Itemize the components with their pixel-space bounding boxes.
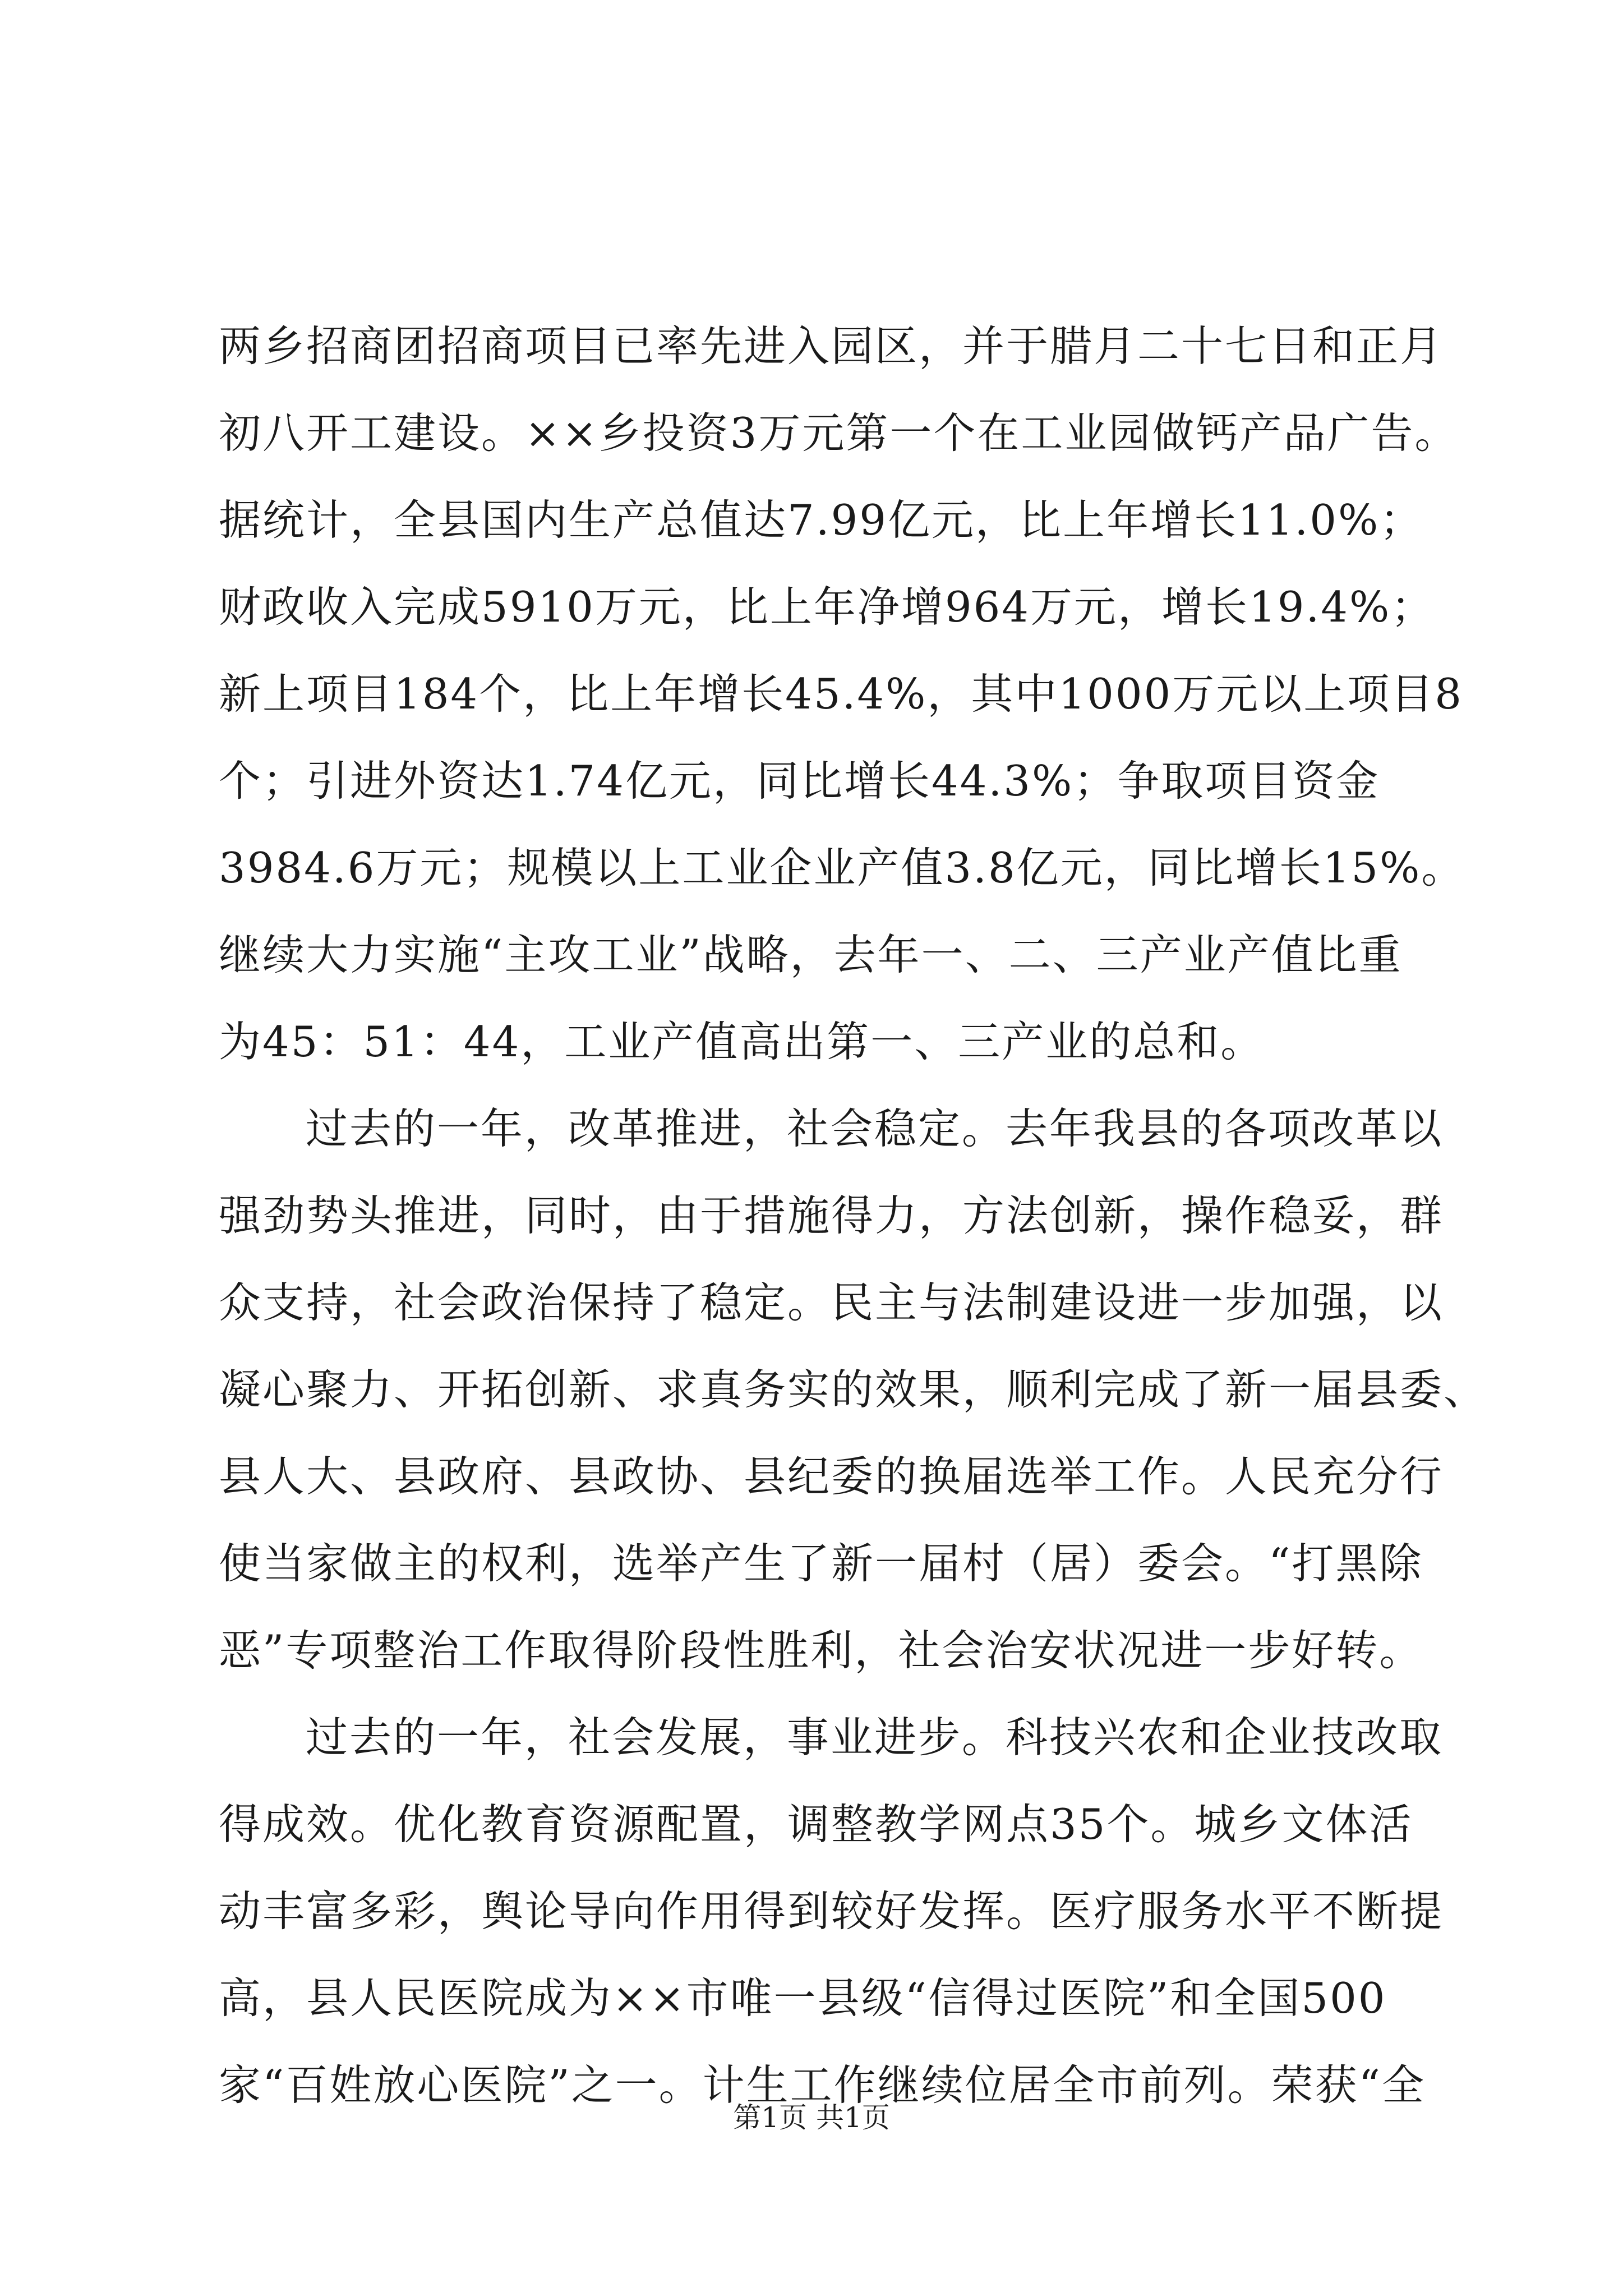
text-line: 动丰富多彩，舆论导向作用得到较好发挥。医疗服务水平不断提 [219,1887,1444,1936]
text-line: 使当家做主的权利，选举产生了新一届村（居）委会。“打黑除 [219,1539,1423,1588]
text-line: 强劲势头推进，同时，由于措施得力，方法创新，操作稳妥，群 [219,1191,1444,1240]
paragraph-start-line: 过去的一年，改革推进，社会稳定。去年我县的各项改革以 [306,1104,1444,1153]
text-line: 据统计，全县国内生产总值达7.99亿元，比上年增长11.0%； [219,495,1424,545]
paragraph-start-line: 过去的一年，社会发展，事业进步。科技兴农和企业技改取 [306,1713,1444,1762]
text-line: 得成效。优化教育资源配置，调整教学网点35个。城乡文体活 [219,1800,1413,1849]
text-line: 为45：51：44，工业产值高出第一、三产业的总和。 [219,1017,1265,1066]
text-line: 恶”专项整治工作取得阶段性胜利，社会治安状况进一步好转。 [219,1626,1423,1675]
text-line: 高，县人民医院成为××市唯一县级“信得过医院”和全国500 [219,1973,1387,2023]
page-footer [0,2101,1623,2134]
text-line: 财政收入完成5910万元，比上年净增964万元，增长19.4%； [219,582,1435,632]
text-line: 初八开工建设。××乡投资3万元第一个在工业园做钙产品广告。 [219,408,1459,458]
text-line: 两乡招商团招商项目已率先进入园区，并于腊月二十七日和正月 [219,321,1444,371]
text-line: 继续大力实施“主攻工业”战略，去年一、二、三产业产值比重 [219,930,1403,979]
text-line: 家“百姓放心医院”之一。计生工作继续位居全市前列。荣获“全 [219,2060,1426,2110]
page-number-label: 第1页 共1页 [733,2101,890,2134]
text-line: 众支持，社会政治保持了稳定。民主与法制建设进一步加强，以 [219,1278,1444,1327]
text-line: 新上项目184个，比上年增长45.4%，其中1000万元以上项目8 [219,669,1463,719]
text-line: 3984.6万元；规模以上工业企业产值3.8亿元，同比增长15%。 [219,843,1465,892]
text-line: 个；引进外资达1.74亿元，同比增长44.3%；争取项目资金 [219,756,1380,806]
text-line: 凝心聚力、开拓创新、求真务实的效果，顺利完成了新一届县委、 [219,1365,1488,1414]
body-text [219,303,1488,2129]
text-line: 县人大、县政府、县政协、县纪委的换届选举工作。人民充分行 [219,1452,1444,1501]
